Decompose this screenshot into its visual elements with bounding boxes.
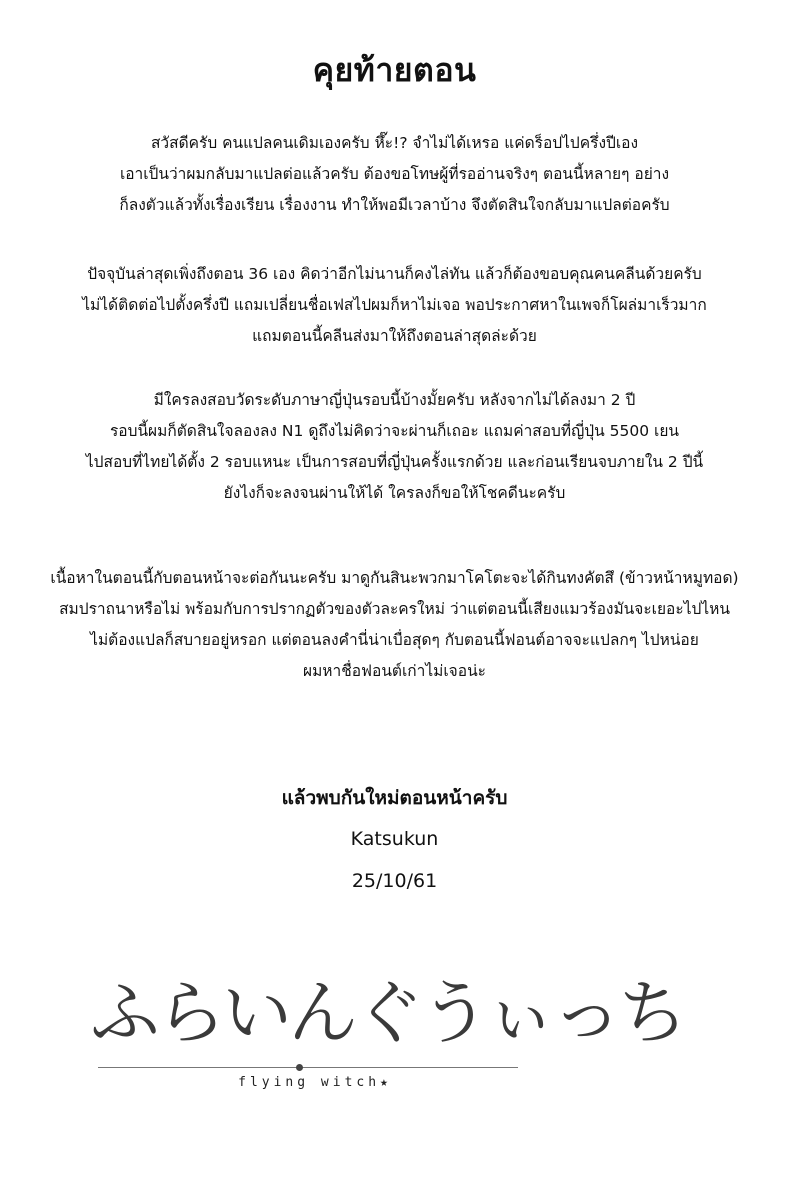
text-line: ก็ลงตัวแล้วทั้งเรื่องเรียน เรื่องงาน ทำให้พอมีเวลาบ้าง จึงตัดสินใจกลับมาแปลต่อครับ xyxy=(119,196,670,214)
paragraph-progress xyxy=(0,259,789,352)
logo-japanese-text: ふらいんぐうぃっち xyxy=(90,972,684,1054)
logo-dot xyxy=(296,1064,303,1071)
text-line: ไม่ได้ติดต่อไปตั้งครึ่งปี แถมเปลี่ยนชื่อเฟสไปผมก็หาไม่เจอ พอประกาศหาในเพจก็โผล่มาเร็วมาก xyxy=(82,296,707,314)
flying-witch-logo xyxy=(90,955,684,1115)
text-line: ไปสอบที่ไทยได้ตั้ง 2 รอบแหนะ เป็นการสอบที่ญี่ปุ่นครั้งแรกด้วย และก่อนเรียนจบภายใน 2 ปีนี้ xyxy=(85,453,704,471)
paragraph-greeting xyxy=(0,128,789,221)
post-date: 25/10/61 xyxy=(351,870,438,892)
text-line: ปัจจุบันล่าสุดเพิ่งถึงตอน 36 เอง คิดว่าอีกไม่นานก็คงไล่ทัน แล้วก็ต้องขอบคุณคนคลีนด้วยครับ xyxy=(87,265,702,283)
text-line: ไม่ต้องแปลก็สบายอยู่หรอก แต่ตอนลงคำนี่น่าเบื่อสุดๆ กับตอนนี้ฟอนต์อาจจะแปลกๆ ไปหน่อย xyxy=(90,631,699,649)
text-line: เอาเป็นว่าผมกลับมาแปลต่อแล้วครับ ต้องขอโทษผู้ที่รออ่านจริงๆ ตอนนี้หลายๆ อย่าง xyxy=(119,165,670,183)
paragraph-content-note xyxy=(0,563,789,687)
text-line: แถมตอนนี้คลีนส่งมาให้ถึงตอนล่าสุดล่ะด้วย xyxy=(252,327,537,345)
text-line: สวัสดีครับ คนแปลคนเดิมเองครับ หึ๊ะ!? จำไม่ได้เหรอ แค่ดร็อปไปครึ่งปีเอง xyxy=(150,134,639,152)
text-line: สมปราถนาหรือไม่ พร้อมกับการปรากฏตัวของตัวละครใหม่ ว่าแต่ตอนนี้เสียงแมวร้องมันจะเยอะไปไหน xyxy=(59,600,730,618)
logo-english-text: flying witch★ xyxy=(238,1075,392,1090)
text-line: มีใครลงสอบวัดระดับภาษาญี่ปุ่นรอบนี้บ้างมั้ยครับ หลังจากไม่ได้ลงมา 2 ปี xyxy=(153,391,636,409)
author-name: Katsukun xyxy=(350,828,439,850)
closing-line: แล้วพบกันใหม่ตอนหน้าครับ xyxy=(281,787,508,809)
text-line: เนื้อหาในตอนนี้กับตอนหน้าจะต่อกันนะครับ มาดูกันสินะพวกมาโคโตะจะได้กินทงคัตสึ (ข้าวหน้าหมูทอด) xyxy=(50,569,739,587)
text-line: ผมหาชื่อฟอนต์เก่าไม่เจอน่ะ xyxy=(302,662,486,680)
logo-divider xyxy=(98,1067,518,1068)
paragraph-exam xyxy=(0,385,789,509)
page-title: คุยท้ายตอน xyxy=(312,51,477,89)
text-line: รอบนี้ผมก็ตัดสินใจลองลง N1 ดูถึงไม่คิดว่าจะผ่านก็เถอะ แถมค่าสอบที่ญี่ปุ่น 5500 เยน xyxy=(109,422,680,440)
text-line: ยังไงก็จะลงจนผ่านให้ได้ ใครลงก็ขอให้โชคดีนะครับ xyxy=(223,484,566,502)
